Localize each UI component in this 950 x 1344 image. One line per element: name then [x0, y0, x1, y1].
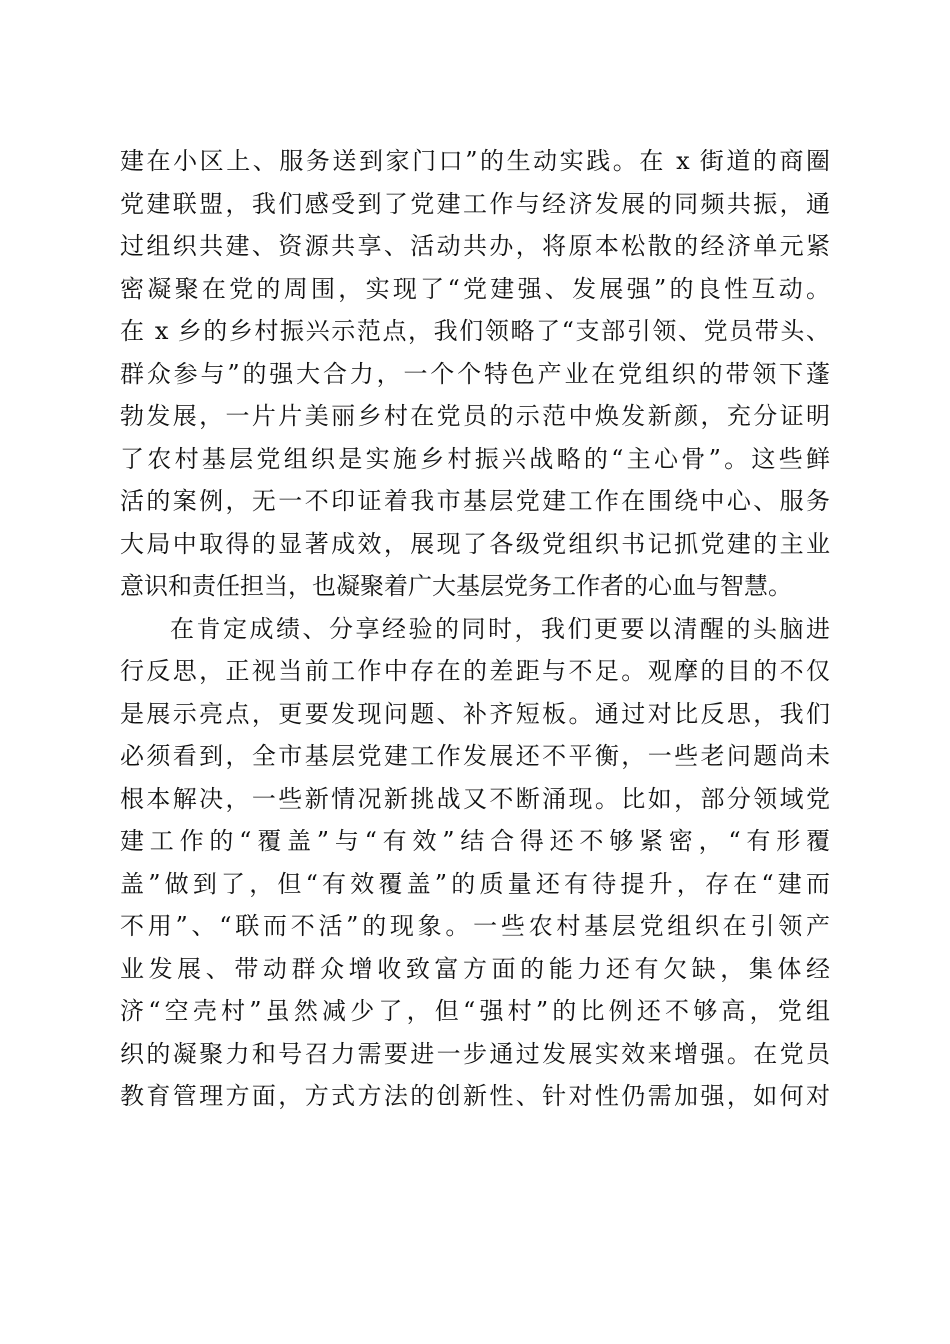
text-line: 济“空壳村”虽然减少了，但“强村”的比例还不够高，党组	[120, 997, 830, 1025]
text-line: 建在小区上、服务送到家门口”的生动实践。在 x 街道的商圈	[120, 147, 830, 175]
text-line: 必须看到，全市基层党建工作发展还不平衡，一些老问题尚未	[120, 742, 830, 770]
text-line: 根本解决，一些新情况新挑战又不断涌现。比如，部分领域党	[120, 784, 830, 813]
text-line: 勃发展，一片片美丽乡村在党员的示范中焕发新颜，充分证明	[120, 402, 830, 430]
paragraph-2	[120, 608, 830, 1118]
text-line: 在 x 乡的乡村振兴示范点，我们领略了“支部引领、党员带头、	[120, 317, 830, 345]
paragraph-1	[120, 140, 830, 608]
text-line: 织的凝聚力和号召力需要进一步通过发展实效来增强。在党员	[120, 1039, 830, 1068]
body-text	[120, 140, 830, 1118]
text-line: 盖”做到了，但“有效覆盖”的质量还有待提升，存在“建而	[120, 869, 830, 898]
text-line: 教育管理方面，方式方法的创新性、针对性仍需加强，如何对	[120, 1082, 830, 1110]
text-line: 在肯定成绩、分享经验的同时，我们更要以清醒的头脑进	[170, 614, 830, 643]
text-line: 大局中取得的显著成效，展现了各级党组织书记抓党建的主业	[120, 529, 830, 558]
text-line: 建工作的“覆盖”与“有效”结合得还不够紧密，“有形覆	[120, 827, 830, 855]
text-line: 密凝聚在党的周围，实现了“党建强、发展强”的良性互动。	[120, 274, 830, 303]
text-line: 过组织共建、资源共享、活动共办，将原本松散的经济单元紧	[120, 232, 830, 260]
text-line: 党建联盟，我们感受到了党建工作与经济发展的同频共振，通	[120, 189, 830, 218]
text-line: 意识和责任担当，也凝聚着广大基层党务工作者的心血与智慧。	[120, 572, 792, 600]
text-line: 业发展、带动群众增收致富方面的能力还有欠缺，集体经	[120, 954, 830, 983]
text-line: 不用”、“联而不活”的现象。一些农村基层党组织在引领产	[120, 912, 830, 940]
text-line: 了农村基层党组织是实施乡村振兴战略的“主心骨”。这些鲜	[120, 444, 830, 473]
text-line: 活的案例，无一不印证着我市基层党建工作在围绕中心、服务	[120, 487, 830, 515]
text-line: 行反思，正视当前工作中存在的差距与不足。观摩的目的不仅	[120, 657, 830, 685]
text-line: 群众参与”的强大合力，一个个特色产业在党组织的带领下蓬	[120, 359, 830, 388]
text-line: 是展示亮点，更要发现问题、补齐短板。通过对比反思，我们	[120, 699, 830, 728]
